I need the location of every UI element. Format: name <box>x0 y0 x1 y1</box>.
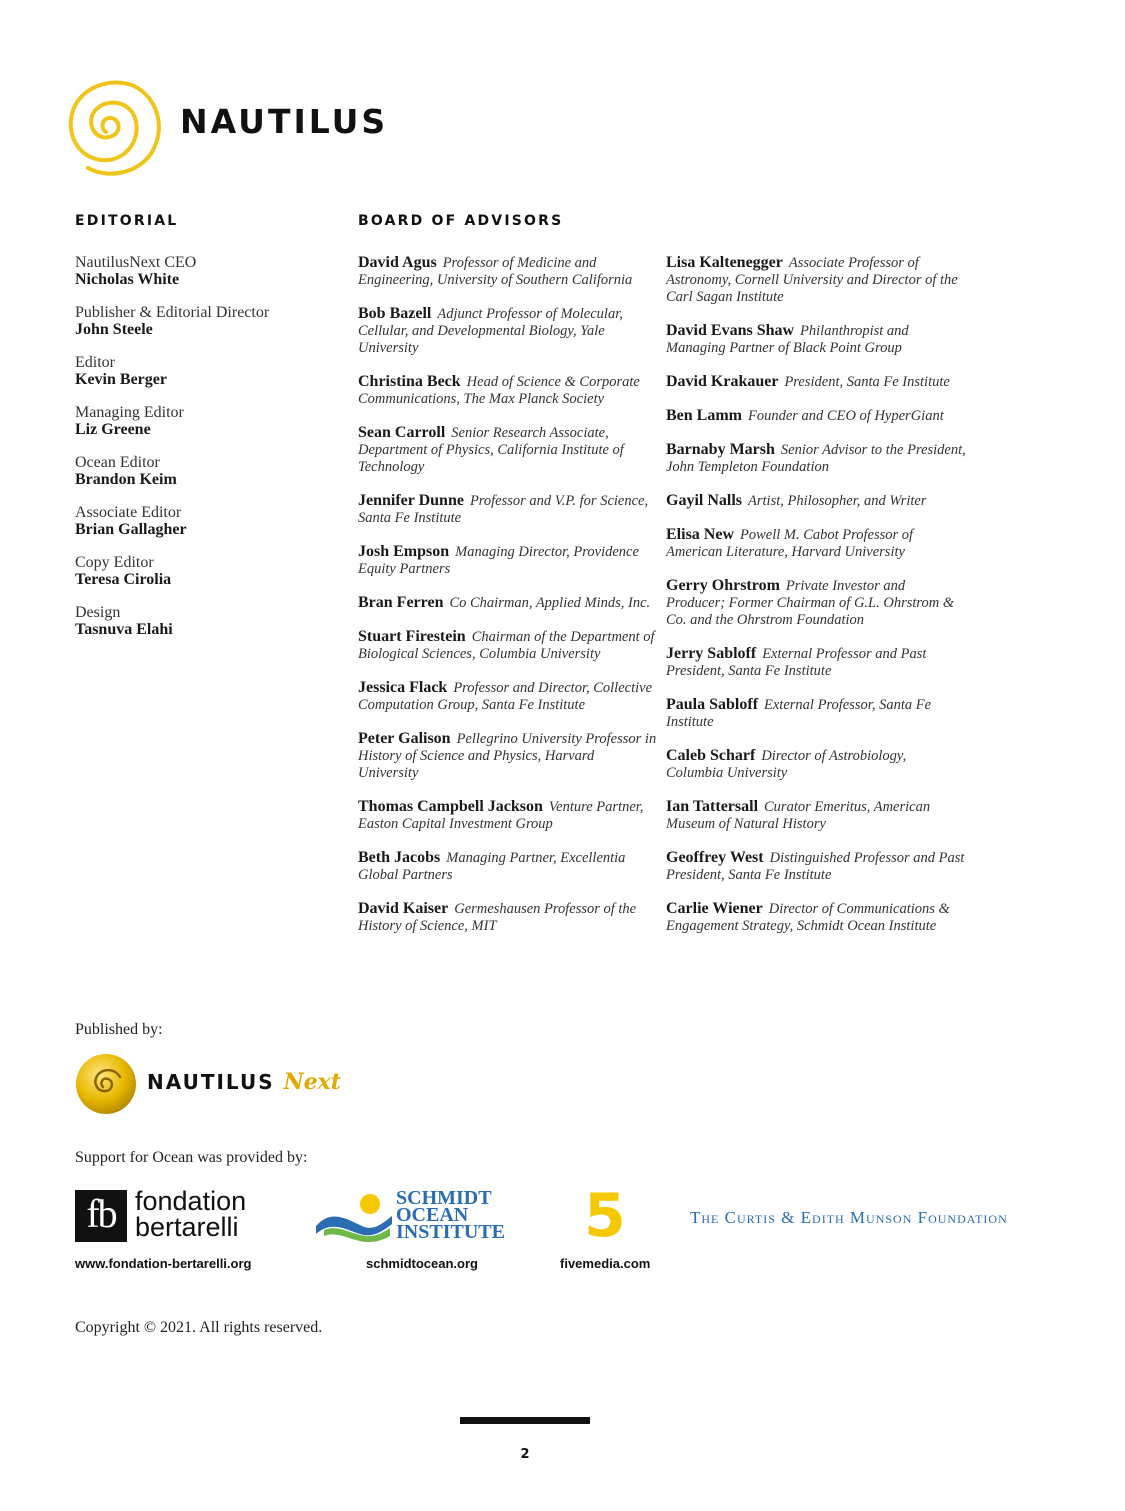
advisor-title: Professor and Director, Collective Computation Group, Santa Fe Institute <box>358 680 653 713</box>
staff-entry <box>75 504 335 538</box>
advisor-entry <box>666 441 966 476</box>
staff-entry <box>75 304 335 338</box>
advisor-name: Beth Jacobs <box>358 849 441 866</box>
nautilus-masthead <box>60 72 420 182</box>
staff-name: John Steele <box>75 321 153 338</box>
advisor-title: Professor and V.P. for Science, Santa Fe Institute <box>358 493 649 526</box>
advisor-name: Josh Empson <box>358 543 450 560</box>
advisor-name: Ben Lamm <box>666 407 742 424</box>
staff-role: Design <box>75 604 121 621</box>
advisor-name: Christina Beck <box>358 373 461 390</box>
advisor-entry <box>358 373 658 408</box>
advisor-entry <box>666 373 966 391</box>
advisor-entry <box>666 747 966 782</box>
advisor-title: Distinguished Professor and Past President, Santa Fe Institute <box>666 850 965 883</box>
advisor-entry <box>358 900 658 935</box>
nautilus-next-logo <box>75 1053 375 1115</box>
advisor-title: External Professor and Past President, Santa Fe Institute <box>666 646 927 679</box>
advisor-name: David Krakauer <box>666 373 779 390</box>
advisor-entry <box>358 543 658 578</box>
advisor-title: Venture Partner, Easton Capital Investment Group <box>358 799 644 832</box>
advisor-title: Artist, Philosopher, and Writer <box>748 493 927 509</box>
advisors-heading: BOARD OF ADVISORS <box>358 213 564 229</box>
advisors-column-1 <box>358 254 658 951</box>
staff-entry <box>75 454 335 488</box>
advisor-name: Paula Sabloff <box>666 696 759 713</box>
advisor-name: Caleb Scharf <box>666 747 756 764</box>
advisor-entry <box>666 254 966 306</box>
nautilus-next-accent: Next <box>283 1069 341 1095</box>
advisor-name: Elisa New <box>666 526 734 543</box>
advisor-title: Senior Advisor to the President, John Templeton Foundation <box>666 442 966 475</box>
advisor-name: Gayil Nalls <box>666 492 743 509</box>
nautilus-next-main: NAUTILUS <box>147 1070 275 1094</box>
staff-name: Kevin Berger <box>75 371 167 388</box>
advisor-name: Peter Galison <box>358 730 451 747</box>
advisor-name: Geoffrey West <box>666 849 764 866</box>
advisor-name: Thomas Campbell Jackson <box>358 798 543 815</box>
advisor-title: Adjunct Professor of Molecular, Cellular, and Developmental Biology, Yale University <box>358 306 623 356</box>
advisor-title: Managing Director, Providence Equity Partners <box>358 544 639 577</box>
advisor-entry <box>358 679 658 714</box>
staff-name: Liz Greene <box>75 421 151 438</box>
staff-entry <box>75 604 335 638</box>
staff-name: Tasnuva Elahi <box>75 621 173 638</box>
five-media-logo: 5 <box>584 1181 626 1251</box>
advisor-title: Pellegrino University Professor in History of Science and Physics, Harvard University <box>358 731 657 781</box>
staff-role: Managing Editor <box>75 404 184 421</box>
advisor-entry <box>666 900 966 935</box>
advisor-entry <box>358 305 658 357</box>
support-label: Support for Ocean was provided by: <box>75 1149 308 1166</box>
fb-wordmark <box>135 1188 246 1240</box>
advisor-name: David Evans Shaw <box>666 322 795 339</box>
editorial-list <box>75 254 335 654</box>
advisor-name: Jessica Flack <box>358 679 448 696</box>
advisor-entry <box>358 254 658 289</box>
advisor-title: Co Chairman, Applied Minds, Inc. <box>449 595 651 611</box>
advisor-name: David Agus <box>358 254 437 271</box>
advisor-entry <box>358 628 658 663</box>
advisor-entry <box>358 730 658 782</box>
editorial-heading: EDITORIAL <box>75 213 179 229</box>
staff-role: Ocean Editor <box>75 454 160 471</box>
advisor-entry <box>666 696 966 731</box>
staff-name: Teresa Cirolia <box>75 571 172 588</box>
advisor-entry <box>666 645 966 680</box>
staff-role: Associate Editor <box>75 504 182 521</box>
advisor-title: Professor of Medicine and Engineering, University of Southern California <box>358 255 633 288</box>
advisor-name: Bob Bazell <box>358 305 432 322</box>
advisor-entry <box>666 322 966 357</box>
copyright-notice: Copyright © 2021. All rights reserved. <box>75 1319 323 1336</box>
advisor-entry <box>666 849 966 884</box>
published-by-label: Published by: <box>75 1021 163 1038</box>
advisor-title: Philanthropist and Managing Partner of Black Point Group <box>666 323 909 356</box>
advisor-title: Curator Emeritus, American Museum of Natural History <box>666 799 931 832</box>
advisor-title: Managing Partner, Excellentia Global Partners <box>358 850 626 883</box>
schmidt-line-2: OCEAN <box>396 1204 469 1226</box>
fb-line-2: bertarelli <box>135 1212 239 1242</box>
staff-role: Copy Editor <box>75 554 154 571</box>
advisor-name: Barnaby Marsh <box>666 441 775 458</box>
page-divider <box>460 1417 590 1424</box>
advisor-title: External Professor, Santa Fe Institute <box>666 697 932 730</box>
staff-entry <box>75 404 335 438</box>
five-url-link[interactable]: fivemedia.com <box>560 1256 651 1271</box>
staff-name: Brandon Keim <box>75 471 177 488</box>
advisor-name: Jerry Sabloff <box>666 645 757 662</box>
advisor-title: Germeshausen Professor of the History of Science, MIT <box>358 901 637 934</box>
advisor-name: Lisa Kaltenegger <box>666 254 783 271</box>
advisor-name: Ian Tattersall <box>666 798 759 815</box>
fb-line-1: fondation <box>135 1186 247 1216</box>
staff-entry <box>75 254 335 288</box>
advisor-title: Chairman of the Department of Biological Sciences, Columbia University <box>358 629 655 662</box>
schmidt-wordmark <box>396 1187 505 1243</box>
staff-role: Editor <box>75 354 115 371</box>
fondation-bertarelli-logo <box>75 1188 295 1248</box>
brand-wordmark: NAUTILUS <box>180 102 389 141</box>
advisor-entry <box>666 492 966 510</box>
nautilus-next-badge-icon <box>75 1053 137 1115</box>
advisor-name: Stuart Firestein <box>358 628 466 645</box>
advisor-entry <box>358 849 658 884</box>
advisor-title: Senior Research Associate, Department of Physics, California Institute of Technology <box>358 425 624 475</box>
staff-role: NautilusNext CEO <box>75 254 197 271</box>
page-number: 2 <box>520 1447 530 1462</box>
advisor-entry <box>358 424 658 476</box>
schmidt-url-link[interactable]: schmidtocean.org <box>366 1256 478 1271</box>
advisor-entry <box>358 492 658 527</box>
advisor-title: Director of Astrobiology, Columbia University <box>666 748 907 781</box>
advisor-title: Associate Professor of Astronomy, Cornell University and Director of the Carl Sagan Institute <box>666 255 958 305</box>
advisor-entry <box>666 526 966 561</box>
advisor-entry <box>666 407 966 425</box>
schmidt-ocean-logo <box>314 1187 524 1252</box>
staff-name: Brian Gallagher <box>75 521 187 538</box>
advisor-title: Private Investor and Producer; Former Chairman of G.L. Ohrstrom & Co. and the Ohrstrom Foundation <box>666 578 955 628</box>
advisor-name: David Kaiser <box>358 900 449 917</box>
advisor-title: Powell M. Cabot Professor of American Literature, Harvard University <box>666 527 914 560</box>
advisor-entry <box>666 577 966 629</box>
advisor-entry <box>358 594 658 612</box>
nautilus-next-wordmark <box>147 1069 341 1095</box>
fb-mark: fb <box>75 1190 127 1242</box>
advisor-entry <box>666 798 966 833</box>
advisor-name: Carlie Wiener <box>666 900 763 917</box>
staff-entry <box>75 354 335 388</box>
advisors-column-2 <box>666 254 966 951</box>
nautilus-spiral-icon <box>60 72 170 182</box>
staff-entry <box>75 554 335 588</box>
staff-name: Nicholas White <box>75 271 180 288</box>
schmidt-line-3: INSTITUTE <box>396 1221 505 1243</box>
advisor-name: Gerry Ohrstrom <box>666 577 780 594</box>
advisor-entry <box>358 798 658 833</box>
advisor-name: Sean Carroll <box>358 424 446 441</box>
advisor-name: Bran Ferren <box>358 594 444 611</box>
advisor-title: Founder and CEO of HyperGiant <box>748 408 944 424</box>
fb-url-link[interactable]: www.fondation-bertarelli.org <box>75 1256 252 1271</box>
advisor-title: Head of Science & Corporate Communications, The Max Planck Society <box>358 374 640 407</box>
munson-foundation-logo: The Curtis & Edith Munson Foundation <box>690 1208 1008 1227</box>
advisor-name: Jennifer Dunne <box>358 492 464 509</box>
staff-role: Publisher & Editorial Director <box>75 304 270 321</box>
advisor-title: President, Santa Fe Institute <box>784 374 950 390</box>
schmidt-wave-icon <box>314 1190 394 1248</box>
schmidt-line-1: SCHMIDT <box>396 1187 492 1209</box>
advisor-title: Director of Communications & Engagement Strategy, Schmidt Ocean Institute <box>666 901 950 934</box>
